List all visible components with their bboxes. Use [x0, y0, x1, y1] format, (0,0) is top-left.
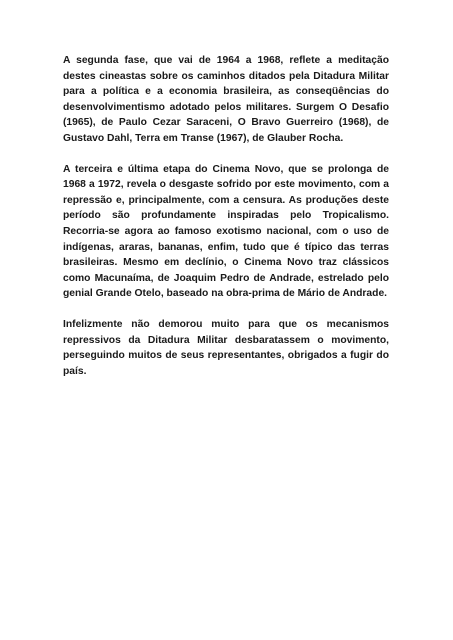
paragraph-conclusion: Infelizmente não demorou muito para que os mecanismos repressivos da Ditadura Militar desbaratassem o movimento, perseguindo muitos de seus representantes, obrigados a fugir do país. [63, 318, 389, 377]
document-body [63, 53, 389, 394]
paragraph-third-phase: A terceira e última etapa do Cinema Novo, que se prolonga de 1968 a 1972, revela o desgaste sofrido por este movimento, com a repressão e, principalmente, com a censura. As produções deste período são profundamente inspiradas pelo Tropicalismo. Recorria-se agora ao famoso exotismo nacional, com o uso de indígenas, araras, bananas, enfim, tudo que é típico das terras brasileiras. Mesmo em declínio, o Cinema Novo traz clássicos como Macunaíma, de Joaquim Pedro de Andrade, estrelado pelo genial Grande Otelo, baseado na obra-prima de Mário de Andrade. [63, 163, 389, 300]
paragraph-second-phase: A segunda fase, que vai de 1964 a 1968, reflete a meditação destes cineastas sobre os caminhos ditados pela Ditadura Militar para a política e a economia brasileira, as conseqüências do desenvolvimentismo adotado pelos militares. Surgem O Desafio (1965), de Paulo Cezar Saraceni, O Bravo Guerreiro (1968), de Gustavo Dahl, Terra em Transe (1967), de Glauber Rocha. [63, 55, 389, 144]
